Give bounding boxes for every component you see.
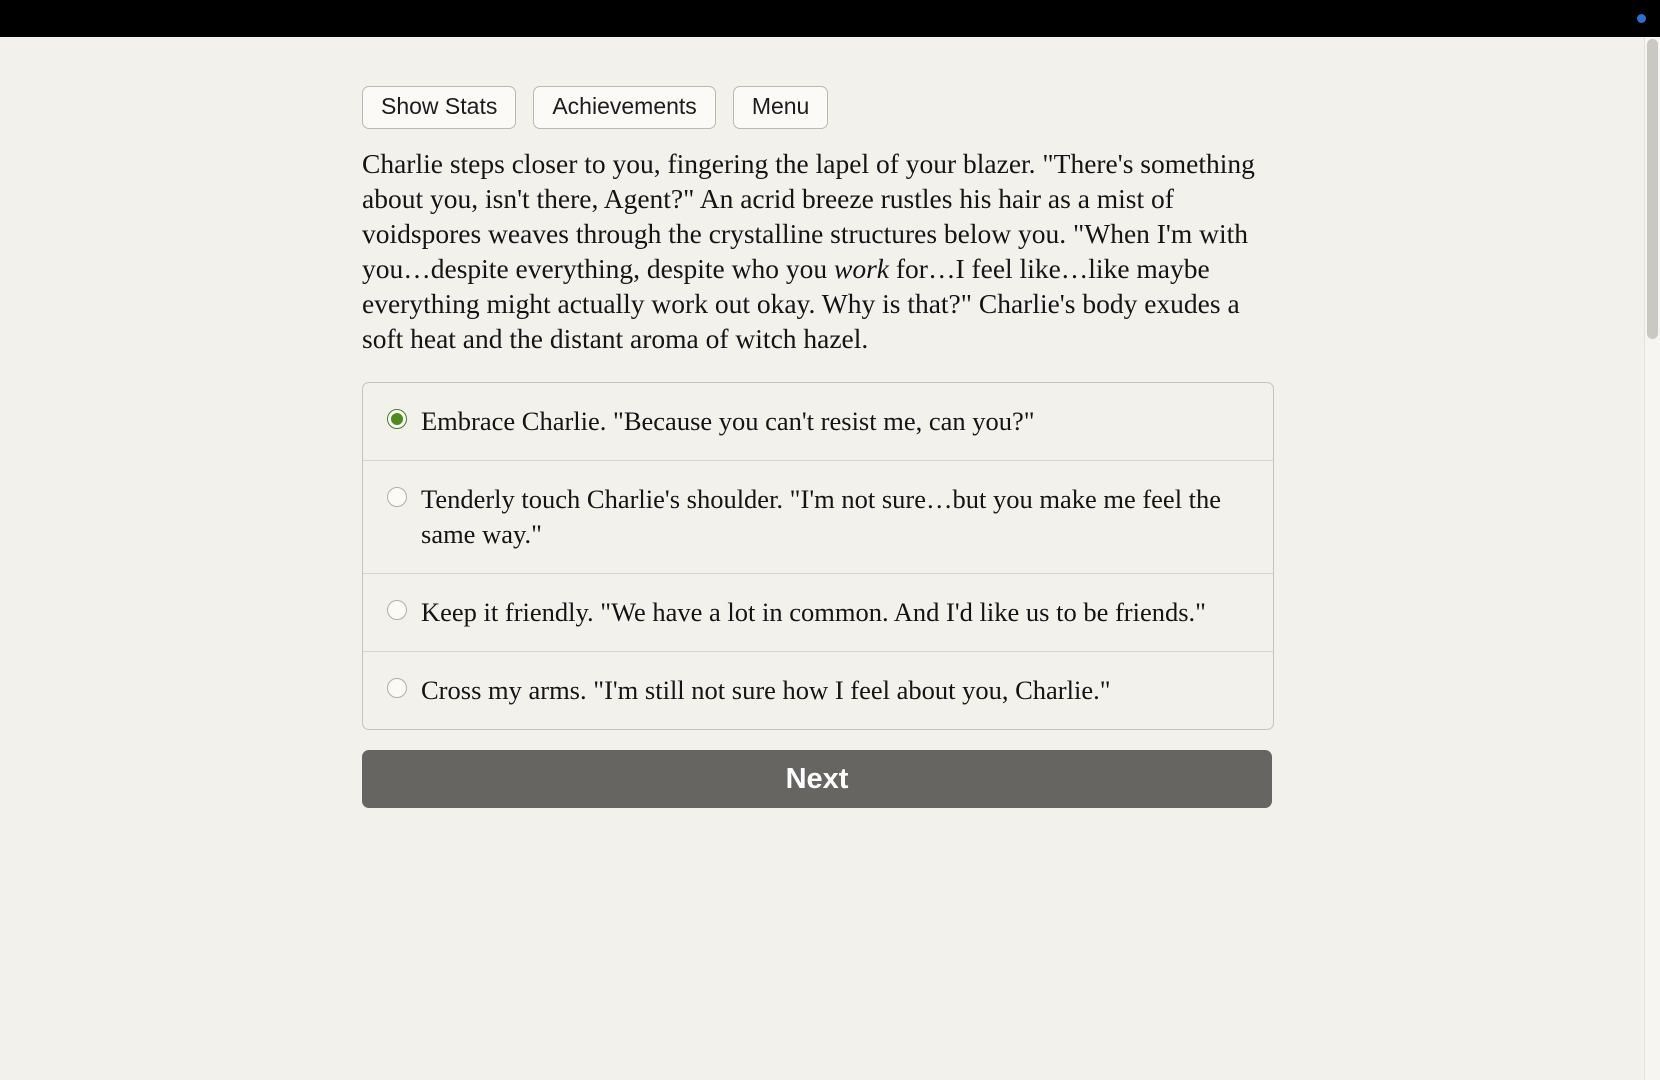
top-button-row [362, 86, 1282, 129]
show-stats-button[interactable]: Show Stats [362, 86, 516, 129]
radio-icon-1[interactable] [387, 409, 407, 429]
radio-icon-2[interactable] [387, 487, 407, 507]
window-titlebar [0, 0, 1660, 37]
next-button[interactable]: Next [362, 750, 1272, 808]
choice-option-1[interactable] [363, 383, 1273, 461]
page-scrollbar[interactable] [1644, 37, 1660, 1080]
choice-label-4: Cross my arms. "I'm still not sure how I feel about you, Charlie." [421, 675, 1111, 706]
status-dot-icon [1637, 14, 1646, 23]
radio-icon-3[interactable] [387, 600, 407, 620]
story-text [362, 146, 1267, 356]
choice-option-2[interactable] [363, 461, 1273, 574]
achievements-button[interactable]: Achievements [533, 86, 715, 129]
choice-option-4[interactable] [363, 652, 1273, 729]
radio-icon-4[interactable] [387, 678, 407, 698]
menu-button[interactable]: Menu [733, 86, 829, 129]
choice-label-3: Keep it friendly. "We have a lot in common. And I'd like us to be friends." [421, 597, 1206, 628]
story-text-part2: for…I feel like…like maybe everything might actually work out okay. Why is that?" Charlie's body exudes a soft heat and the distant aroma of witch hazel. [362, 253, 1240, 355]
choice-label-2: Tenderly touch Charlie's shoulder. "I'm not sure…but you make me feel the same way." [421, 484, 1222, 550]
story-text-emphasis: work [834, 253, 889, 285]
choice-option-3[interactable] [363, 574, 1273, 652]
game-content [362, 86, 1282, 808]
story-text-part1: Charlie steps closer to you, fingering the lapel of your blazer. "There's something about you, isn't there, Agent?" An acrid breeze rustles his hair as a mist of voidspores weaves through the crystalline structures below you. "When I'm with you…despite everything, despite who you [362, 148, 1255, 285]
game-page [0, 37, 1645, 1080]
page-scrollbar-thumb[interactable] [1647, 39, 1658, 339]
choice-list [362, 382, 1274, 730]
choice-label-1: Embrace Charlie. "Because you can't resist me, can you?" [421, 406, 1035, 437]
